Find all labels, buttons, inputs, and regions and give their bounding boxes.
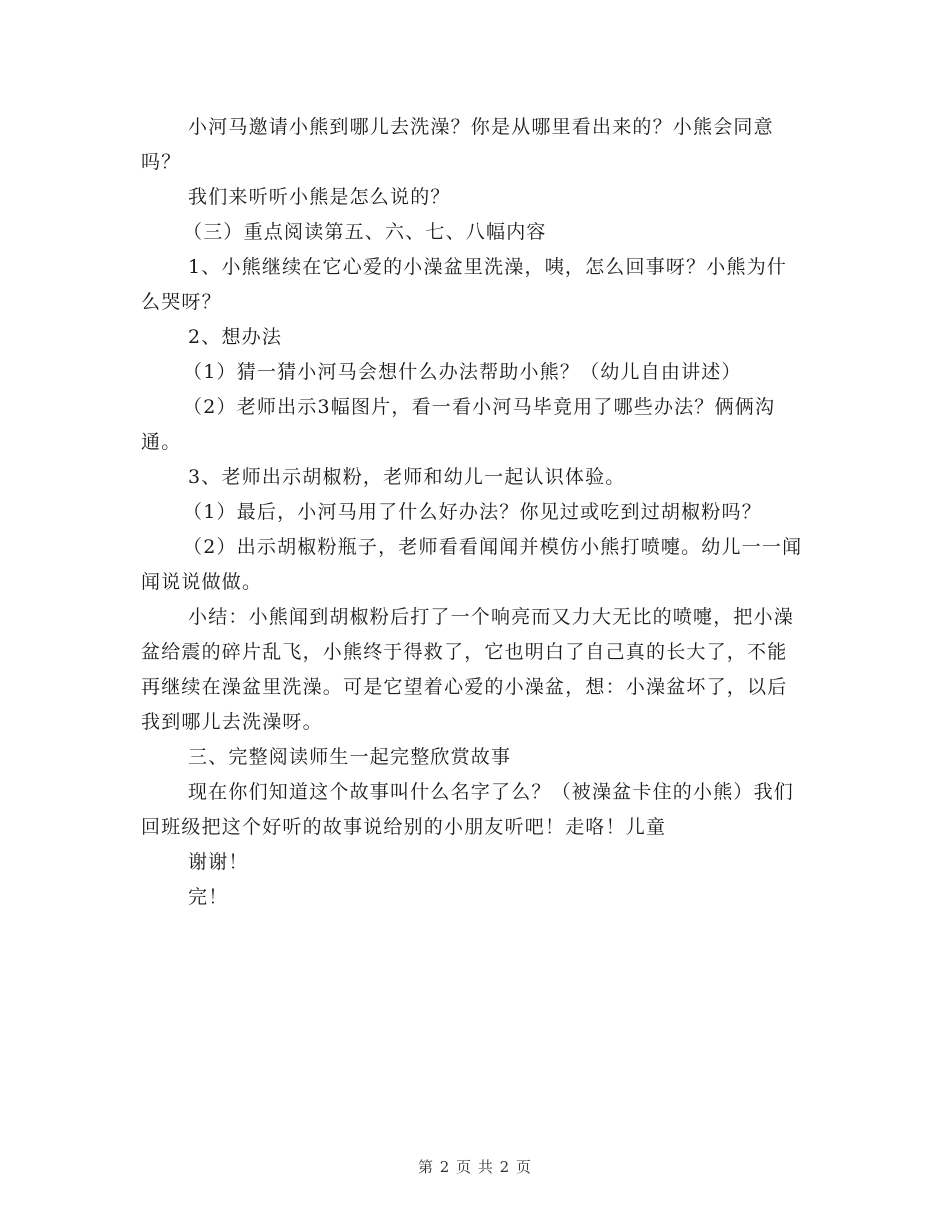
section-heading: 三、完整阅读师生一起完整欣赏故事 (188, 746, 512, 768)
document-body (141, 110, 806, 915)
paragraph: 小河马邀请小熊到哪儿去洗澡？你是从哪里看出来的？小熊会同意吗？ (141, 116, 774, 173)
paragraph: （1）最后，小河马用了什么好办法？你见过或吃到过胡椒粉吗？ (183, 501, 762, 523)
paragraph: 现在你们知道这个故事叫什么名字了么？（被澡盆卡住的小熊）我们回班级把这个好听的故事说给别的小朋友听吧！走咯！儿童 (141, 781, 795, 838)
paragraph: 我们来听听小熊是怎么说的？ (188, 186, 451, 208)
paragraph: （2）出示胡椒粉瓶子，老师看看闻闻并模仿小熊打喷嚏。幼儿一一闻闻说说做做。 (141, 536, 803, 593)
page-footer: 第 2 页 共 2 页 (418, 1158, 532, 1176)
paragraph: 1、小熊继续在它心爱的小澡盆里洗澡，咦，怎么回事呀？小熊为什么哭呀？ (141, 256, 788, 313)
paragraph: 完！ (188, 886, 229, 908)
paragraph: 3、老师出示胡椒粉，老师和幼儿一起认识体验。 (188, 466, 626, 488)
summary-paragraph: 小结：小熊闻到胡椒粉后打了一个响亮而又力大无比的喷嚏，把小澡盆给震的碎片乱飞，小熊终于得救了，它也明白了自己真的长大了，不能再继续在澡盆里洗澡。可是它望着心爱的小澡盆，想：小澡盆坏了，以后我到哪儿去洗澡呀。 (141, 606, 795, 733)
paragraph: 2、想办法 (188, 326, 283, 348)
paragraph: （2）老师出示3幅图片，看一看小河马毕竟用了哪些办法？俩俩沟通。 (141, 396, 776, 453)
paragraph: （1）猜一猜小河马会想什么办法帮助小熊？（幼儿自由讲述） (183, 361, 742, 383)
section-heading: （三）重点阅读第五、六、七、八幅内容 (183, 221, 547, 243)
paragraph: 谢谢！ (188, 851, 249, 873)
